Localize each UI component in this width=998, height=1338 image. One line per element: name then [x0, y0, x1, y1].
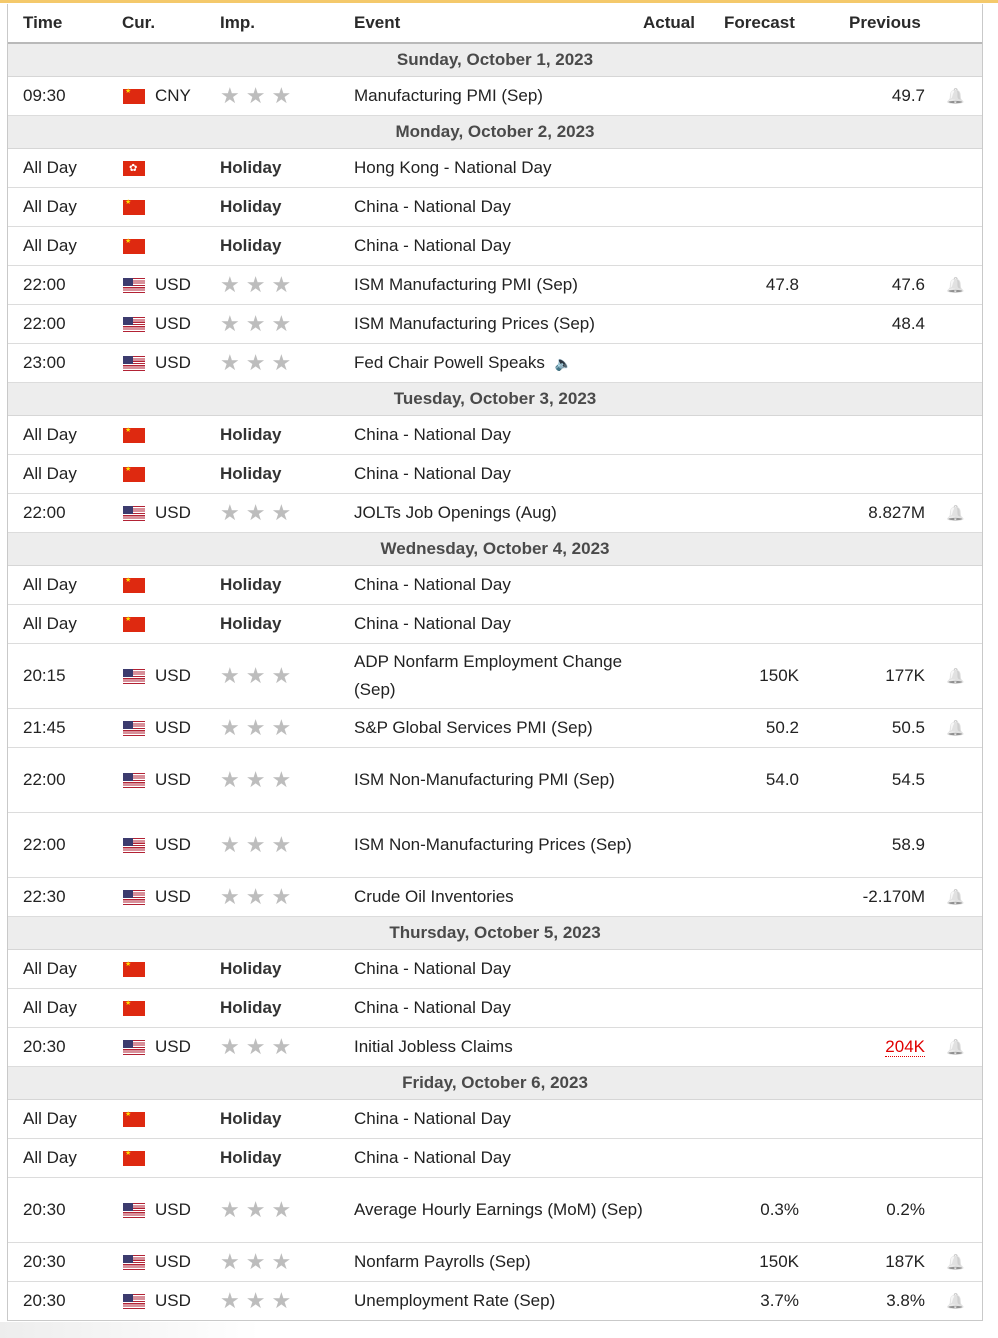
day-header: Monday, October 2, 2023 — [8, 116, 982, 149]
event-name[interactable]: ISM Manufacturing PMI (Sep) — [354, 275, 578, 294]
usa-flag-icon — [123, 356, 145, 371]
event-currency: USD — [155, 353, 191, 372]
event-time: All Day — [23, 959, 77, 978]
event-row[interactable] — [8, 605, 982, 644]
event-importance — [220, 188, 281, 226]
day-header: Thursday, October 5, 2023 — [8, 917, 982, 950]
header-currency[interactable]: Cur. — [122, 13, 156, 32]
event-previous: 49.7 — [891, 86, 925, 105]
event-importance — [220, 416, 281, 454]
header-actual[interactable]: Actual — [643, 13, 695, 32]
event-name[interactable]: Unemployment Rate (Sep) — [354, 1291, 556, 1310]
holiday-label: Holiday — [220, 425, 282, 444]
event-actual — [608, 878, 703, 916]
event-name[interactable]: China - National Day — [354, 959, 511, 978]
holiday-label: Holiday — [220, 614, 282, 633]
event-previous: -2.170M — [862, 887, 925, 906]
usa-flag-icon — [123, 1203, 145, 1218]
usa-flag-icon — [123, 838, 145, 853]
event-actual — [608, 605, 703, 643]
event-time: All Day — [23, 197, 77, 216]
china-flag-icon — [123, 239, 145, 254]
usa-flag-icon — [123, 317, 145, 332]
event-row[interactable] — [8, 989, 982, 1028]
event-row[interactable] — [8, 950, 982, 989]
event-time: 22:30 — [23, 887, 66, 906]
bell-icon[interactable]: 🔔 — [946, 668, 965, 685]
usa-flag-icon — [123, 1255, 145, 1270]
usa-flag-icon — [123, 773, 145, 788]
event-row[interactable] — [8, 188, 982, 227]
event-currency: USD — [155, 770, 191, 789]
event-actual — [608, 266, 703, 304]
event-name[interactable]: China - National Day — [354, 1148, 511, 1167]
day-header: Sunday, October 1, 2023 — [8, 44, 982, 77]
importance-stars-icon: ★★★ — [220, 663, 298, 688]
event-forecast — [708, 950, 799, 988]
event-importance — [220, 605, 281, 643]
event-actual — [608, 494, 703, 532]
event-actual — [608, 1282, 703, 1320]
header-time[interactable]: Time — [23, 13, 63, 32]
event-importance — [220, 344, 297, 382]
holiday-label: Holiday — [220, 998, 282, 1017]
event-actual — [608, 149, 703, 187]
event-row[interactable] — [8, 566, 982, 605]
event-name[interactable]: ISM Non-Manufacturing PMI (Sep) — [354, 770, 615, 789]
event-name[interactable]: S&P Global Services PMI (Sep) — [354, 718, 593, 737]
event-row[interactable] — [8, 416, 982, 455]
event-name[interactable]: Hong Kong - National Day — [354, 158, 552, 177]
event-currency: USD — [155, 275, 191, 294]
event-time: 22:00 — [23, 503, 66, 522]
event-time: All Day — [23, 575, 77, 594]
event-row[interactable] — [8, 1028, 982, 1067]
event-importance — [220, 77, 297, 115]
bell-icon[interactable]: 🔔 — [946, 1254, 965, 1271]
event-forecast: 3.7% — [760, 1291, 799, 1310]
bell-icon[interactable]: 🔔 — [946, 720, 965, 737]
event-previous: 187K — [885, 1252, 925, 1271]
holiday-label: Holiday — [220, 959, 282, 978]
event-name[interactable]: ISM Manufacturing Prices (Sep) — [354, 314, 595, 333]
event-importance — [220, 644, 297, 708]
event-importance — [220, 494, 297, 532]
event-forecast: 50.2 — [765, 718, 799, 737]
importance-stars-icon: ★★★ — [220, 500, 298, 525]
event-currency: USD — [155, 835, 191, 854]
event-previous: 0.2% — [886, 1200, 925, 1219]
event-forecast — [708, 989, 799, 1027]
event-actual — [608, 1243, 703, 1281]
event-time: All Day — [23, 464, 77, 483]
event-importance — [220, 305, 297, 343]
event-name[interactable]: China - National Day — [354, 998, 511, 1017]
china-flag-icon — [123, 962, 145, 977]
event-previous: 58.9 — [891, 835, 925, 854]
bell-icon[interactable]: 🔔 — [946, 88, 965, 105]
event-importance — [220, 1100, 281, 1138]
usa-flag-icon — [123, 721, 145, 736]
event-row[interactable] — [8, 1243, 982, 1282]
china-flag-icon — [123, 467, 145, 482]
china-flag-icon — [123, 1112, 145, 1127]
header-importance[interactable]: Imp. — [220, 13, 255, 32]
event-name[interactable]: Fed Chair Powell Speaks — [354, 353, 545, 372]
event-forecast — [708, 455, 799, 493]
event-time: 20:30 — [23, 1200, 66, 1219]
importance-stars-icon: ★★★ — [220, 715, 298, 740]
usa-flag-icon — [123, 890, 145, 905]
event-currency: CNY — [155, 86, 191, 105]
event-row[interactable] — [8, 709, 982, 748]
event-actual — [608, 77, 703, 115]
importance-stars-icon: ★★★ — [220, 311, 298, 336]
event-time: 22:00 — [23, 770, 66, 789]
event-time: 20:30 — [23, 1037, 66, 1056]
event-name[interactable]: China - National Day — [354, 236, 511, 255]
event-actual — [608, 416, 703, 454]
event-importance — [220, 950, 281, 988]
event-row[interactable] — [8, 344, 982, 383]
day-header: Wednesday, October 4, 2023 — [8, 533, 982, 566]
event-actual — [608, 1139, 703, 1177]
event-actual — [608, 709, 703, 747]
event-importance — [220, 1028, 297, 1066]
event-currency: USD — [155, 314, 191, 333]
importance-stars-icon: ★★★ — [220, 884, 298, 909]
event-actual — [608, 1100, 703, 1138]
event-name[interactable]: Nonfarm Payrolls (Sep) — [354, 1252, 531, 1271]
event-importance — [220, 709, 297, 747]
top-accent-line — [0, 0, 998, 3]
event-forecast — [708, 813, 799, 877]
event-row[interactable] — [8, 878, 982, 917]
holiday-label: Holiday — [220, 464, 282, 483]
event-name[interactable]: Crude Oil Inventories — [354, 887, 514, 906]
header-forecast[interactable]: Forecast — [724, 13, 795, 32]
event-forecast — [708, 344, 799, 382]
day-header: Friday, October 6, 2023 — [8, 1067, 982, 1100]
event-previous: 47.6 — [891, 275, 925, 294]
event-time: All Day — [23, 158, 77, 177]
event-row[interactable] — [8, 1282, 982, 1320]
event-actual — [608, 344, 703, 382]
event-row[interactable] — [8, 813, 982, 878]
event-forecast — [708, 416, 799, 454]
event-importance — [220, 748, 297, 812]
holiday-label: Holiday — [220, 158, 282, 177]
event-time: All Day — [23, 614, 77, 633]
event-forecast: 150K — [759, 666, 799, 685]
usa-flag-icon — [123, 278, 145, 293]
event-currency: USD — [155, 666, 191, 685]
importance-stars-icon: ★★★ — [220, 1034, 298, 1059]
event-importance — [220, 455, 281, 493]
holiday-label: Holiday — [220, 1109, 282, 1128]
event-name[interactable]: Initial Jobless Claims — [354, 1037, 513, 1056]
event-name[interactable]: ISM Non-Manufacturing Prices (Sep) — [354, 835, 632, 854]
event-importance — [220, 878, 297, 916]
event-time: All Day — [23, 425, 77, 444]
event-importance — [220, 1178, 297, 1242]
event-row[interactable] — [8, 1178, 982, 1243]
event-actual — [608, 989, 703, 1027]
event-forecast: 0.3% — [760, 1200, 799, 1219]
event-time: 20:15 — [23, 666, 66, 685]
event-currency: USD — [155, 887, 191, 906]
table-body — [8, 44, 982, 1320]
usa-flag-icon — [123, 669, 145, 684]
bell-icon[interactable]: 🔔 — [946, 277, 965, 294]
event-forecast — [708, 494, 799, 532]
importance-stars-icon: ★★★ — [220, 832, 298, 857]
event-time: All Day — [23, 1148, 77, 1167]
speaker-icon[interactable]: 🔈 — [554, 355, 573, 371]
event-forecast: 47.8 — [765, 275, 799, 294]
event-name[interactable]: China - National Day — [354, 425, 511, 444]
event-time: All Day — [23, 1109, 77, 1128]
china-flag-icon — [123, 1001, 145, 1016]
event-forecast: 54.0 — [765, 770, 799, 789]
china-flag-icon — [123, 617, 145, 632]
event-time: 22:00 — [23, 314, 66, 333]
event-name[interactable]: China - National Day — [354, 464, 511, 483]
bell-icon[interactable]: 🔔 — [946, 889, 965, 906]
header-event[interactable]: Event — [354, 13, 401, 32]
event-actual — [608, 188, 703, 226]
event-currency: USD — [155, 1252, 191, 1271]
event-time: 20:30 — [23, 1252, 66, 1271]
event-forecast — [708, 305, 799, 343]
event-forecast — [708, 149, 799, 187]
event-previous: 8.827M — [868, 503, 925, 522]
event-name[interactable]: Average Hourly Earnings (MoM) (Sep) — [354, 1200, 643, 1219]
importance-stars-icon: ★★★ — [220, 350, 298, 375]
event-name[interactable]: China - National Day — [354, 575, 511, 594]
event-time: 20:30 — [23, 1291, 66, 1310]
event-importance — [220, 149, 281, 187]
header-previous[interactable]: Previous — [849, 13, 921, 32]
table-header — [8, 4, 982, 44]
bell-icon[interactable]: 🔔 — [946, 1293, 965, 1310]
importance-stars-icon: ★★★ — [220, 1288, 298, 1313]
event-row[interactable] — [8, 305, 982, 344]
event-previous: 48.4 — [891, 314, 925, 333]
event-previous: 54.5 — [891, 770, 925, 789]
holiday-label: Holiday — [220, 1148, 282, 1167]
event-time: All Day — [23, 236, 77, 255]
event-actual — [608, 644, 703, 708]
importance-stars-icon: ★★★ — [220, 83, 298, 108]
day-header: Tuesday, October 3, 2023 — [8, 383, 982, 416]
event-currency: USD — [155, 718, 191, 737]
event-importance — [220, 566, 281, 604]
event-forecast — [708, 227, 799, 265]
event-actual — [608, 566, 703, 604]
event-name[interactable]: ADP Nonfarm Employment Change (Sep) — [354, 652, 623, 699]
event-time: 23:00 — [23, 353, 66, 372]
event-row[interactable] — [8, 227, 982, 266]
event-currency: USD — [155, 1291, 191, 1310]
economic-calendar-table — [7, 4, 983, 1321]
event-forecast — [708, 566, 799, 604]
bell-icon[interactable]: 🔔 — [946, 1039, 965, 1056]
event-row[interactable] — [8, 494, 982, 533]
event-importance — [220, 989, 281, 1027]
event-row[interactable] — [8, 266, 982, 305]
event-forecast — [708, 1139, 799, 1177]
event-actual — [608, 1178, 703, 1242]
importance-stars-icon: ★★★ — [220, 272, 298, 297]
china-flag-icon — [123, 1151, 145, 1166]
event-importance — [220, 1243, 297, 1281]
event-currency: USD — [155, 1200, 191, 1219]
event-row[interactable] — [8, 77, 982, 116]
event-currency: USD — [155, 503, 191, 522]
event-time: 09:30 — [23, 86, 66, 105]
china-flag-icon — [123, 200, 145, 215]
event-time: All Day — [23, 998, 77, 1017]
event-name[interactable]: Manufacturing PMI (Sep) — [354, 86, 543, 105]
event-importance — [220, 227, 281, 265]
event-row[interactable] — [8, 455, 982, 494]
holiday-label: Holiday — [220, 197, 282, 216]
event-name[interactable]: China - National Day — [354, 1109, 511, 1128]
usa-flag-icon — [123, 506, 145, 521]
event-name[interactable]: China - National Day — [354, 197, 511, 216]
event-previous: 3.8% — [886, 1291, 925, 1310]
event-forecast — [708, 878, 799, 916]
event-actual — [608, 455, 703, 493]
event-time: 22:00 — [23, 835, 66, 854]
event-row[interactable] — [8, 149, 982, 188]
event-actual — [608, 305, 703, 343]
importance-stars-icon: ★★★ — [220, 767, 298, 792]
event-name[interactable]: China - National Day — [354, 614, 511, 633]
event-importance — [220, 813, 297, 877]
china-flag-icon — [123, 89, 145, 104]
event-forecast: 150K — [759, 1252, 799, 1271]
event-row[interactable] — [8, 1139, 982, 1178]
usa-flag-icon — [123, 1294, 145, 1309]
event-previous: 204K — [885, 1036, 925, 1056]
usa-flag-icon — [123, 1040, 145, 1055]
event-actual — [608, 227, 703, 265]
event-actual — [608, 1028, 703, 1066]
holiday-label: Holiday — [220, 236, 282, 255]
event-importance — [220, 266, 297, 304]
hong-kong-flag-icon — [123, 161, 145, 176]
importance-stars-icon: ★★★ — [220, 1249, 298, 1274]
event-currency: USD — [155, 1037, 191, 1056]
china-flag-icon — [123, 428, 145, 443]
event-forecast — [708, 605, 799, 643]
event-forecast — [708, 1028, 799, 1066]
event-row[interactable] — [8, 644, 982, 709]
event-actual — [608, 950, 703, 988]
holiday-label: Holiday — [220, 575, 282, 594]
event-previous: 177K — [885, 666, 925, 685]
event-name[interactable]: JOLTs Job Openings (Aug) — [354, 503, 557, 522]
event-forecast — [708, 188, 799, 226]
china-flag-icon — [123, 578, 145, 593]
event-actual — [608, 813, 703, 877]
event-time: 22:00 — [23, 275, 66, 294]
event-forecast — [708, 77, 799, 115]
event-forecast — [708, 1100, 799, 1138]
event-row[interactable] — [8, 748, 982, 813]
event-importance — [220, 1139, 281, 1177]
event-actual — [608, 748, 703, 812]
event-row[interactable] — [8, 1100, 982, 1139]
event-time: 21:45 — [23, 718, 66, 737]
bottom-shadow — [0, 1322, 260, 1338]
bell-icon[interactable]: 🔔 — [946, 505, 965, 522]
event-previous: 50.5 — [891, 718, 925, 737]
importance-stars-icon: ★★★ — [220, 1197, 298, 1222]
event-importance — [220, 1282, 297, 1320]
